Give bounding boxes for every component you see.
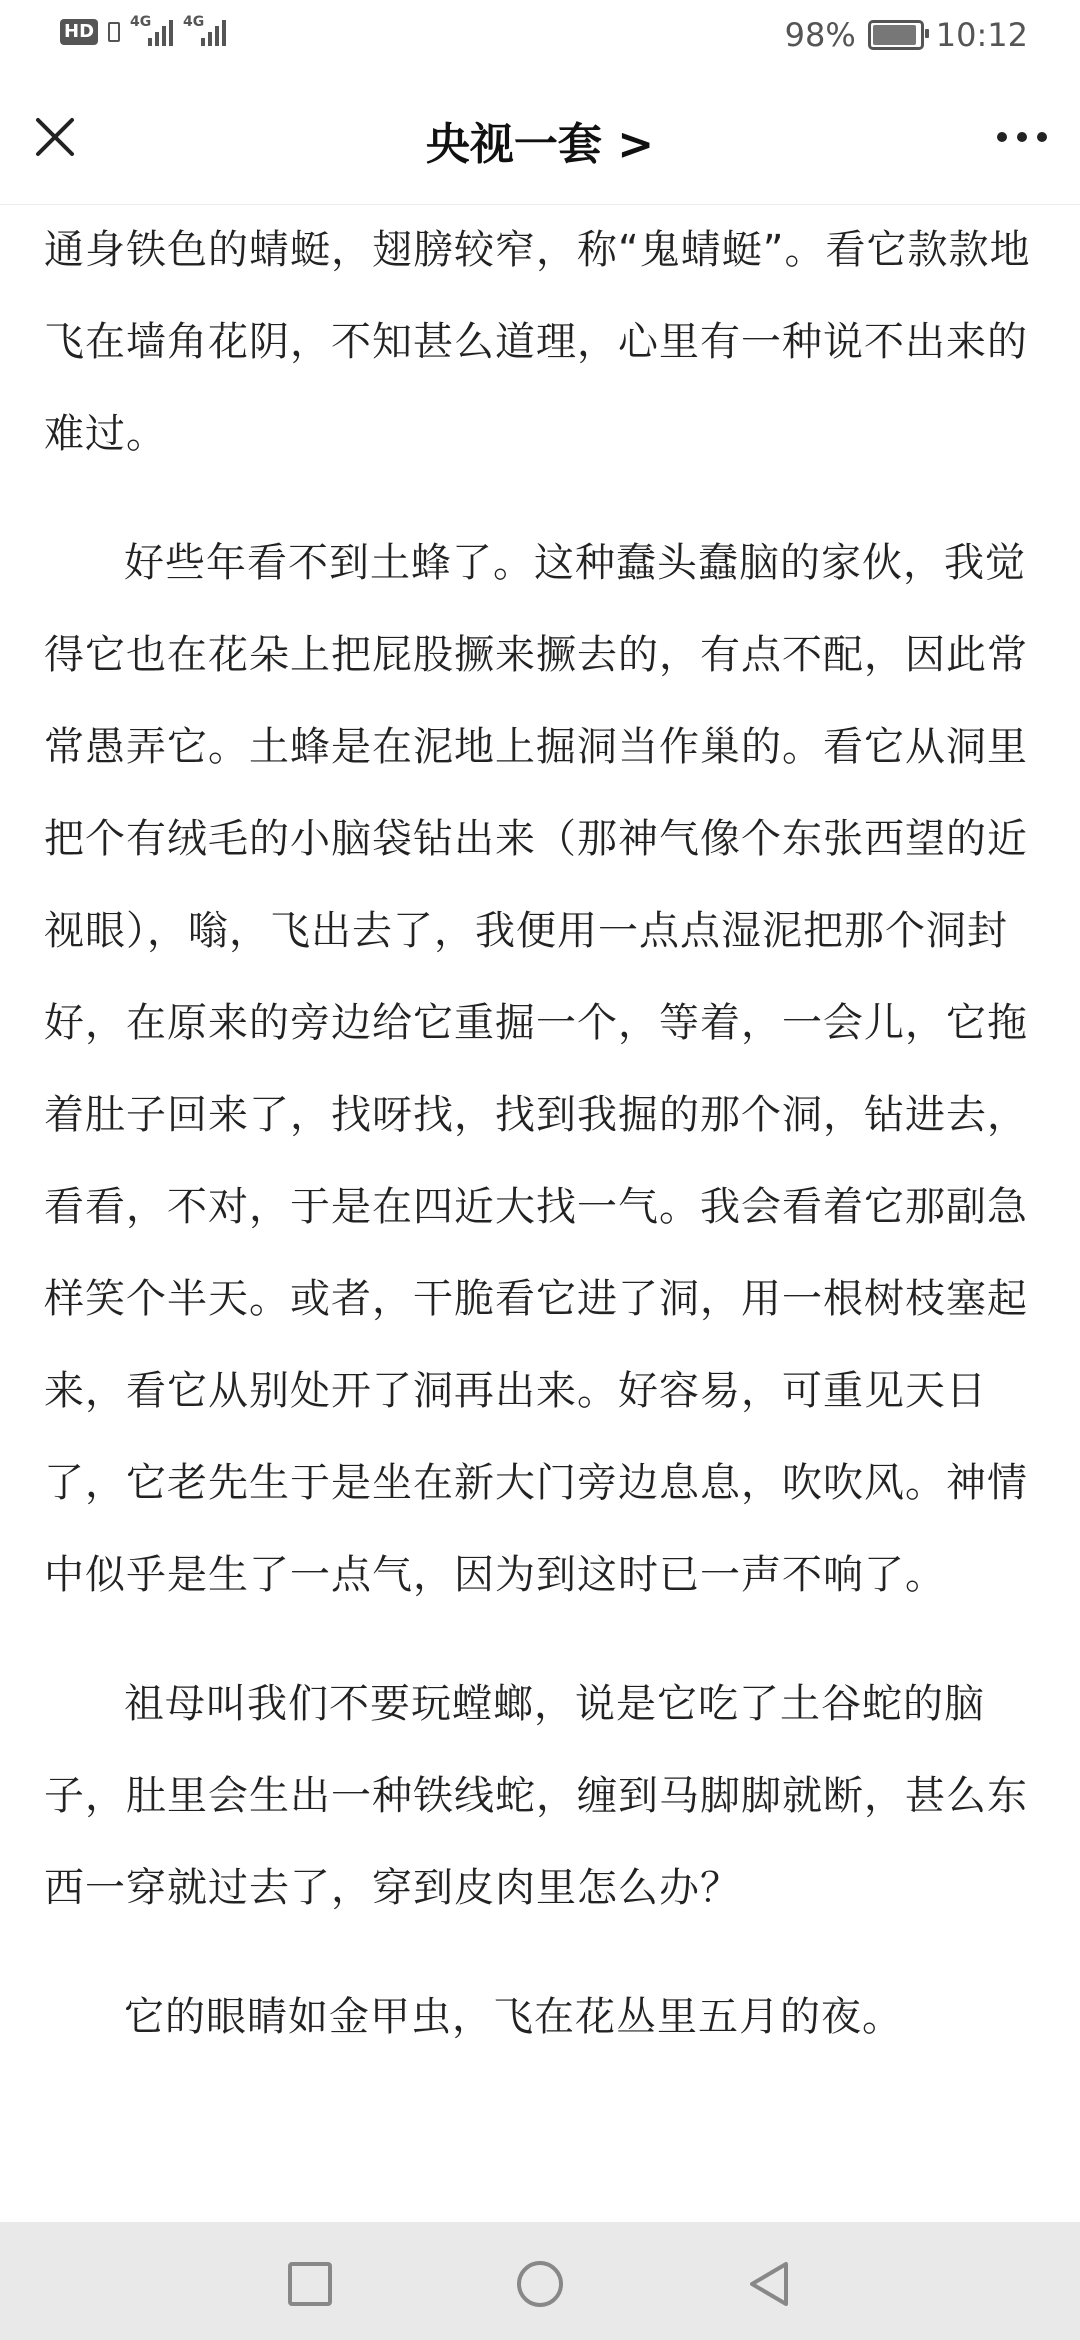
status-bar [0, 0, 1080, 72]
triangle-back-icon [746, 2260, 794, 2308]
battery-percent: 98% [784, 16, 856, 54]
sim-icon [108, 22, 120, 42]
home-button[interactable] [516, 2260, 564, 2308]
article-content [44, 204, 1044, 2063]
system-nav-bar [0, 2222, 1080, 2340]
signal-1-label: 4G [130, 14, 152, 30]
title-bar [0, 72, 1080, 205]
battery-fill [873, 25, 916, 45]
more-icon-dot [997, 132, 1007, 142]
battery-icon [868, 20, 924, 50]
more-icon-dot [1017, 132, 1027, 142]
clock: 10:12 [935, 16, 1028, 54]
hd-badge: HD [60, 19, 98, 45]
recent-apps-button[interactable] [286, 2260, 334, 2308]
signal-icon-2 [183, 14, 226, 46]
more-button[interactable] [992, 112, 1052, 162]
article-paragraph: 通身铁色的蜻蜓，翅膀较窄，称“鬼蜻蜓”。看它款款地飞在墙角花阴，不知甚么道理，心里有一种说不出来的难过。 [44, 227, 1031, 457]
page-title[interactable]: 央视一套 > [425, 119, 655, 170]
square-icon [286, 2260, 334, 2308]
article-paragraph: 它的眼睛如金甲虫，飞在花丛里五月的夜。 [124, 1994, 903, 2040]
article-paragraph: 祖母叫我们不要玩螳螂，说是它吃了土谷蛇的脑子，肚里会生出一种铁线蛇，缠到马脚脚就断，甚么东西一穿就过去了，穿到皮肉里怎么办？ [44, 1681, 1028, 1911]
circle-icon [516, 2260, 564, 2308]
signal-2-label: 4G [183, 14, 205, 30]
article-paragraph: 好些年看不到土蜂了。这种蠢头蠢脑的家伙，我觉得它也在花朵上把屁股撅来撅去的，有点不配，因此常常愚弄它。土蜂是在泥地上掘洞当作巢的。看它从洞里把个有绒毛的小脑袋钻出来（那神气像个东张西望的近视眼），嗡，飞出去了，我便用一点点湿泥把那个洞封好，在原来的旁边给它重掘一个，等着，一会儿，它拖着肚子回来了，找呀找，找到我掘的那个洞，钻进去，看看，不对，于是在四近大找一气。我会看着它那副急样笑个半天。或者，干脆看它进了洞，用一根树枝塞起来，看它从别处开了洞再出来。好容易，可重见天日了，它老先生于是坐在新大门旁边息息，吹吹风。神情中似乎是生了一点气，因为到这时已一声不响了。 [44, 540, 1028, 1598]
status-left [60, 14, 226, 46]
status-right [785, 16, 1028, 54]
signal-icon-1 [130, 14, 173, 46]
more-icon-dot [1037, 132, 1047, 142]
back-button[interactable] [746, 2260, 794, 2308]
